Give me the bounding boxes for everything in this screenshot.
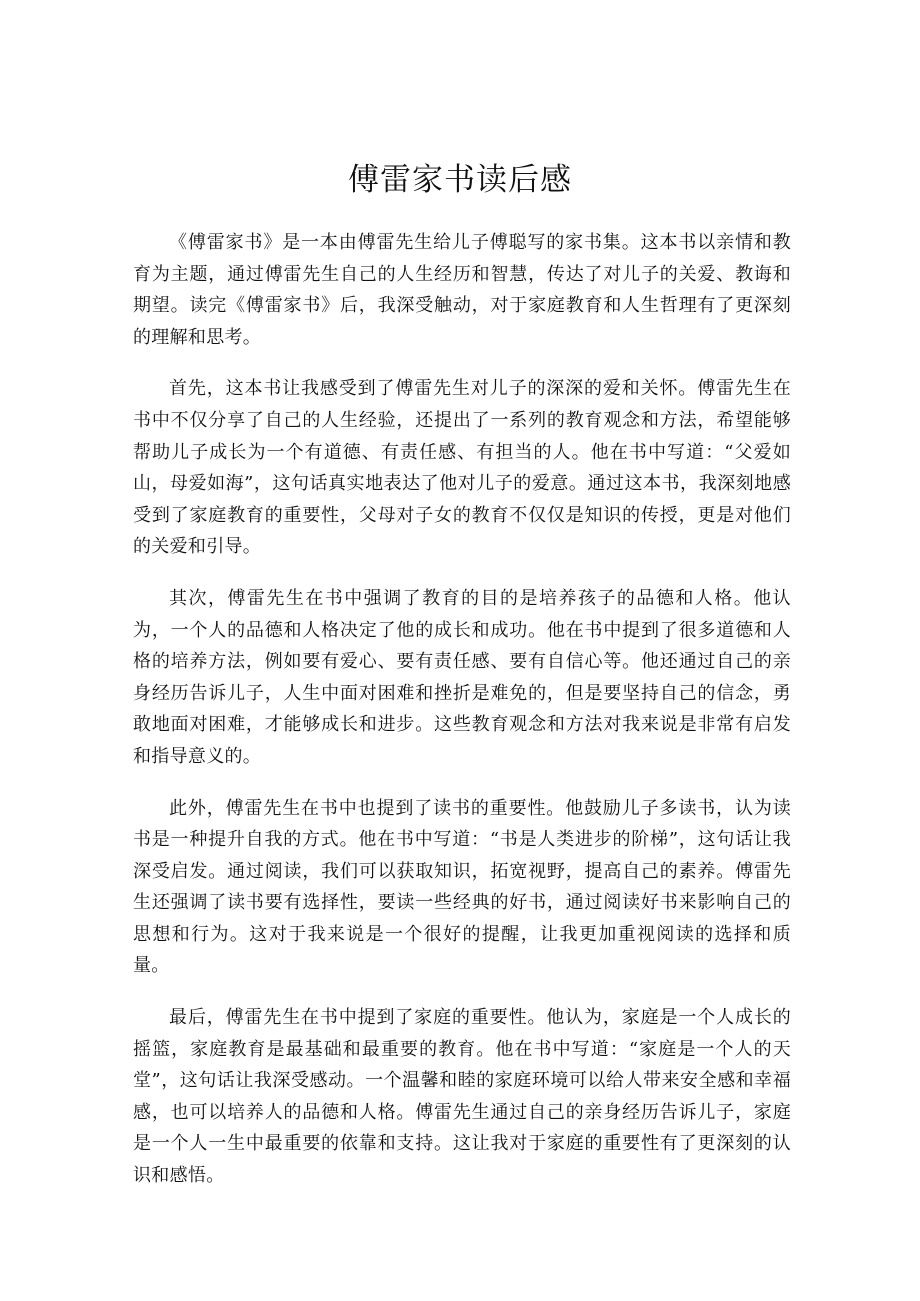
paragraph-5: 最后，傅雷先生在书中提到了家庭的重要性。他认为，家庭是一个人成长的摇篮，家庭教育是最基础和最重要的教育。他在书中写道：“家庭是一个人的天堂”，这句话让我深受感动。一个温馨和睦的家庭环境可以给人带来安全感和幸福感，也可以培养人的品德和人格。傅雷先生通过自己的亲身经历告诉儿子，家庭是一个人一生中最重要的依靠和支持。这让我对于家庭的重要性有了更深刻的认识和感悟。 [133,1007,791,1187]
paragraph-1: 《傅雷家书》是一本由傅雷先生给儿子傅聪写的家书集。这本书以亲情和教育为主题，通过傅雷先生自己的人生经历和智慧，传达了对儿子的关爱、教诲和期望。读完《傅雷家书》后，我深受触动，对于家庭教育和人生哲理有了更深刻的理解和思考。 [133,232,791,348]
paragraph-3: 其次，傅雷先生在书中强调了教育的目的是培养孩子的品德和人格。他认为，一个人的品德和人格决定了他的成长和成功。他在书中提到了很多道德和人格的培养方法，例如要有爱心、要有责任感、要有自信心等。他还通过自己的亲身经历告诉儿子，人生中面对困难和挫折是难免的，但是要坚持自己的信念，勇敢地面对困难，才能够成长和进步。这些教育观念和方法对我来说是非常有启发和指导意义的。 [133,587,791,767]
paragraph-2: 首先，这本书让我感受到了傅雷先生对儿子的深深的爱和关怀。傅雷先生在书中不仅分享了自己的人生经验，还提出了一系列的教育观念和方法，希望能够帮助儿子成长为一个有道德、有责任感、有担当的人。他在书中写道：“父爱如山，母爱如海”，这句话真实地表达了他对儿子的爱意。通过这本书，我深刻地感受到了家庭教育的重要性，父母对子女的教育不仅仅是知识的传授，更是对他们的关爱和引导。 [133,378,791,558]
document-body [133,227,791,1212]
paragraph-4: 此外，傅雷先生在书中也提到了读书的重要性。他鼓励儿子多读书，认为读书是一种提升自我的方式。他在书中写道：“书是人类进步的阶梯”，这句话让我深受启发。通过阅读，我们可以获取知识，拓宽视野，提高自己的素养。傅雷先生还强调了读书要有选择性，要读一些经典的好书，通过阅读好书来影响自己的思想和行为。这对于我来说是一个很好的提醒，让我更加重视阅读的选择和质量。 [133,797,791,977]
page-title: 傅雷家书读后感 [348,162,572,198]
